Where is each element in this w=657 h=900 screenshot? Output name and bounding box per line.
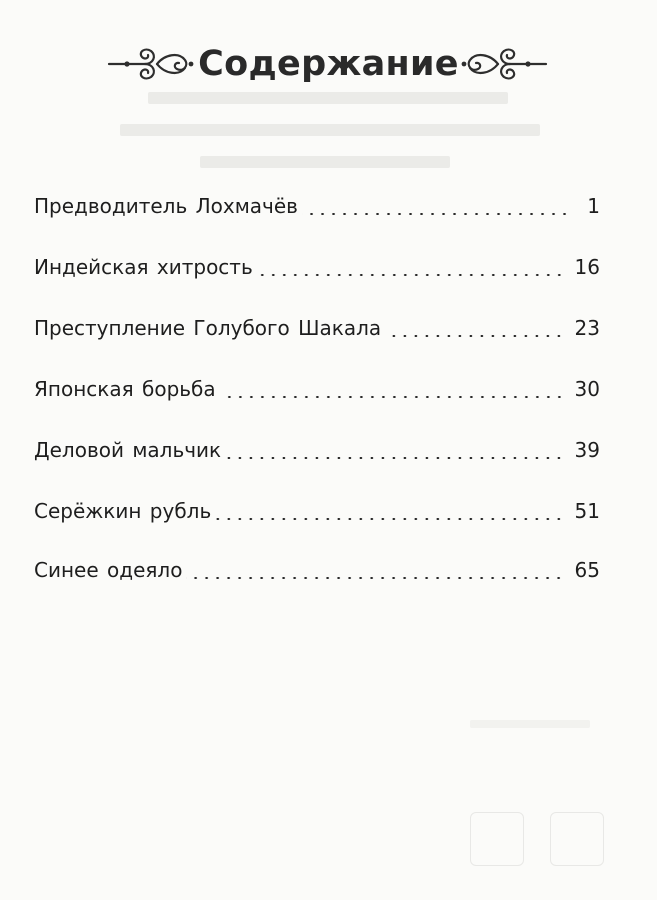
flourish-ornament-icon bbox=[458, 42, 550, 86]
toc-entry-page: 39 bbox=[574, 438, 600, 462]
toc-entry[interactable] bbox=[34, 247, 600, 287]
contents-header bbox=[0, 36, 657, 92]
toc-leader-dots bbox=[215, 518, 564, 520]
bleed-through-decoration bbox=[148, 92, 508, 104]
toc-entry[interactable] bbox=[34, 491, 600, 531]
toc-entry-page: 23 bbox=[574, 316, 600, 340]
toc-entry-title: Предводитель Лохмачёв bbox=[34, 194, 298, 218]
bleed-through-decoration bbox=[470, 812, 524, 866]
toc-entry-title: Преступление Голубого Шакала bbox=[34, 316, 382, 340]
toc-leader-dots bbox=[225, 457, 564, 459]
toc-entry-page: 1 bbox=[587, 194, 600, 218]
toc-entry[interactable] bbox=[34, 430, 600, 470]
toc-leader-dots bbox=[220, 396, 565, 398]
toc-entry-title: Индейская хитрость bbox=[34, 255, 253, 279]
toc-leader-dots bbox=[186, 577, 564, 579]
bleed-through-decoration bbox=[550, 812, 604, 866]
bleed-through-decoration bbox=[470, 720, 590, 728]
toc-entry-page: 30 bbox=[574, 377, 600, 401]
toc-entry-page: 51 bbox=[574, 499, 600, 523]
page-title: Содержание bbox=[198, 44, 459, 84]
bleed-through-decoration bbox=[120, 124, 540, 136]
toc-leader-dots bbox=[385, 335, 564, 337]
toc-entry[interactable] bbox=[34, 369, 600, 409]
toc-entry-title: Деловой мальчик bbox=[34, 438, 222, 462]
toc-entry-page: 65 bbox=[574, 558, 600, 582]
toc-entry[interactable] bbox=[34, 550, 600, 590]
toc-leader-dots bbox=[257, 274, 565, 276]
toc-leader-dots bbox=[302, 213, 570, 215]
toc-entry-page: 16 bbox=[574, 255, 600, 279]
toc-entry-title: Японская борьба bbox=[34, 377, 216, 401]
toc-entry[interactable] bbox=[34, 186, 600, 226]
toc-entry-title: Серёжкин рубль bbox=[34, 499, 212, 523]
toc-entry-title: Синее одеяло bbox=[34, 558, 183, 582]
toc-entry[interactable] bbox=[34, 308, 600, 348]
bleed-through-decoration bbox=[200, 156, 450, 168]
